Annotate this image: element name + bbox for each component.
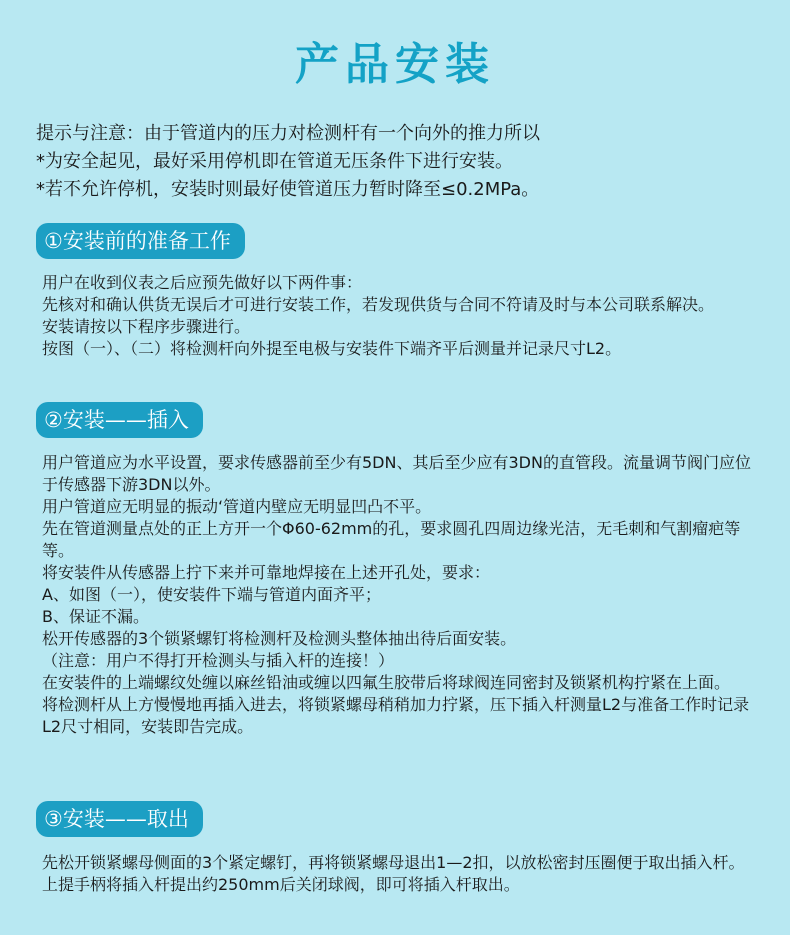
section-header-remove: ③安装——取出 — [36, 801, 203, 837]
section-body-preparation — [42, 272, 754, 360]
paragraph: 将安装件从传感器上拧下来并可靠地焊接在上述开孔处，要求： — [42, 563, 491, 582]
page-title: 产品安装 — [295, 39, 495, 90]
paragraph: 在安装件的上端螺纹处缠以麻丝铅油或缠以四氟生胶带后将球阀连同密封及锁紧机构拧紧在上面。 — [42, 673, 731, 692]
paragraph: 将检测杆从上方慢慢地再插入进去，将锁紧螺母稍稍加力拧紧，压下插入杆测量L2与准备工作时记录L2尺寸相同，安装即告完成。 — [42, 695, 750, 736]
paragraph: B、保证不漏。 — [42, 607, 149, 626]
paragraph: 按图（一）、（二）将检测杆向外提至电极与安装件下端齐平后测量并记录尺寸L2。 — [42, 339, 622, 358]
paragraph: A、如图（一），使安装件下端与管道内面齐平； — [42, 585, 381, 604]
section-header-preparation: ①安装前的准备工作 — [36, 223, 245, 259]
paragraph: 先松开锁紧螺母侧面的3个紧定螺钉，再将锁紧螺母退出1—2扣，以放松密封压圈便于取出插入杆。 — [42, 853, 745, 872]
notice-line: *若不允许停机，安装时则最好使管道压力暂时降至≤0.2MPa。 — [36, 179, 540, 200]
section-body-remove — [42, 852, 754, 896]
notice-line: 提示与注意：由于管道内的压力对检测杆有一个向外的推力所以 — [36, 123, 540, 144]
paragraph: 先在管道测量点处的正上方开一个Φ60-62mm的孔，要求圆孔四周边缘光洁，无毛刺和气割瘤疤等等。 — [42, 519, 741, 560]
paragraph: 用户管道应为水平设置，要求传感器前至少有5DN、其后至少应有3DN的直管段。流量调节阀门应位于传感器下游3DN以外。 — [42, 453, 751, 494]
paragraph: 松开传感器的3个锁紧螺钉将检测杆及检测头整体抽出待后面安装。 — [42, 629, 517, 648]
paragraph: 先核对和确认供货无误后才可进行安装工作，若发现供货与合同不符请及时与本公司联系解决。 — [42, 295, 715, 314]
notice-line: *为安全起见，最好采用停机即在管道无压条件下进行安装。 — [36, 151, 513, 172]
paragraph: 用户管道应无明显的振动‘管道内壁应无明显凹凸不平。 — [42, 497, 432, 516]
section-header-insert: ②安装——插入 — [36, 402, 203, 438]
section-body-insert — [42, 452, 754, 738]
paragraph: 安装请按以下程序步骤进行。 — [42, 317, 251, 336]
notice-block — [36, 120, 766, 204]
paragraph: 上提手柄将插入杆提出约250mm后关闭球阀，即可将插入杆取出。 — [42, 875, 520, 894]
paragraph: （注意：用户不得打开检测头与插入杆的连接！） — [42, 651, 395, 670]
paragraph: 用户在收到仪表之后应预先做好以下两件事： — [42, 273, 363, 292]
